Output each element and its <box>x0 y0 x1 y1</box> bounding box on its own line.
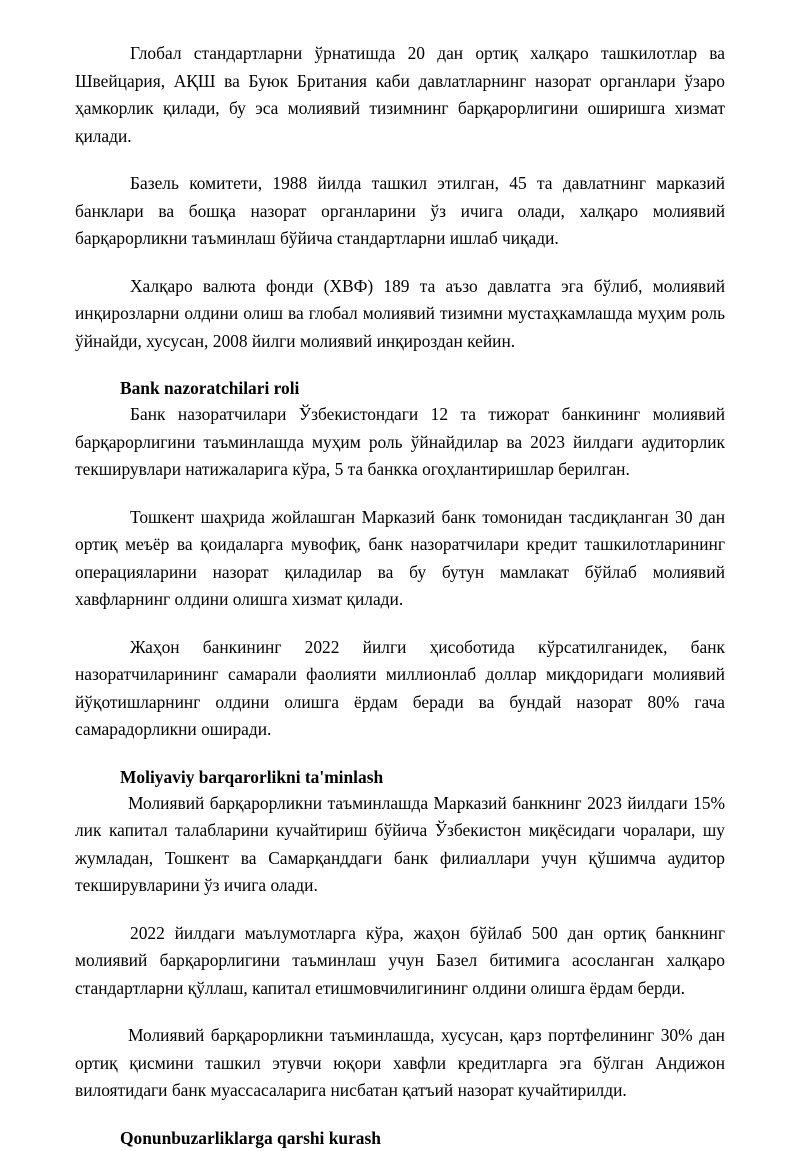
document-page <box>75 40 725 1151</box>
paragraph-central-bank-norms: Тошкент шаҳрида жойлашган Марказий банк томонидан тасдиқланган 30 дан ортиқ меъёр ва қоидаларга мувофиқ, банк назоратчилари кредит ташкилотларининг операцияларини назорат қиладилар ва бу бутун мамлакат бўйлаб молиявий хавфларнинг олдини олишга хизмат қилади. <box>75 506 725 609</box>
paragraph-imf: Халқаро валюта фонди (ХВФ) 189 та аъзо давлатга эга бўлиб, молиявий инқирозларни олдини олиш ва глобал молиявий тизимни мустаҳкамлашда муҳим роль ўйнайди, хусусан, 2008 йилги молиявий инқироздан кейин. <box>75 275 725 351</box>
paragraph-global-standards: Глобал стандартларни ўрнатишда 20 дан ортиқ халқаро ташкилотлар ва Швейцария, АҚШ ва Буюк Британия каби давлатларнинг назорат органлари ўзаро ҳамкорлик қилади, бу эса молиявий тизимнинг барқарорлигини оширишга хизмат қилади. <box>75 43 725 146</box>
paragraph-basel-committee: Базель комитети, 1988 йилда ташкил этилган, 45 та давлатнинг марказий банклари ва бошқа назорат органларини ўз ичига олади, халқаро молиявий барқарорликни таъминлаш бўйича стандартларни ишлаб чиқади. <box>75 173 725 248</box>
paragraph-basel-standards-2022: 2022 йилдаги маълумотларга кўра, жаҳон бўйлаб 500 дан ортиқ банкнинг молиявий барқарорлигини таъминлаш учун Базел битимига асосланган халқаро стандартларни қўллаш, капитал етишмовчилигининг олдини олишга ёрдам берди. <box>75 922 725 998</box>
paragraph-andijan-risk-loans: Молиявий барқарорликни таъминлашда, хусусан, қарз портфелининг 30% дан ортиқ қисмини ташкил этувчи юқори хавфли кредитларга эга бўлган Андижон вилоятидаги банк муассасаларига нисбатан қатъий назорат кучайтирилди. <box>75 1025 725 1100</box>
heading-bank-supervisors-role: Bank nazoratchilari roli <box>120 378 300 398</box>
paragraph-bank-supervisors-uzbekistan: Банк назоратчилари Ўзбекистондаги 12 та тижорат банкининг молиявий барқарорлигини таъминлашда муҳим роль ўйнайдилар ва 2023 йилдаги аудиторлик текширувлари натижаларига кўра, 5 та банкка огоҳлантиришлар берилган. <box>75 404 725 479</box>
heading-combating-violations: Qonunbuzarliklarga qarshi kurash <box>120 1127 381 1148</box>
heading-financial-stability: Moliyaviy barqarorlikni ta'minlash <box>120 766 384 787</box>
paragraph-world-bank-report: Жаҳон банкининг 2022 йилги ҳисоботида кўрсатилганидек, банк назоратчиларининг самарали фаолияти миллионлаб доллар миқдоридаги молиявий йўқотишларнинг олдини олишга ёрдам беради ва бундай назорат 80% гача самарадорликни оширади. <box>75 636 725 739</box>
paragraph-capital-requirements: Молиявий барқарорликни таъминлашда Марказий банкнинг 2023 йилдаги 15% лик капитал талабларини кучайтириш бўйича Ўзбекистон миқёсидаги чоралари, шу жумладан, Тошкент ва Самарқанддаги банк филиаллари учун қўшимча аудитор текширувларини ўз ичига олади. <box>75 792 725 895</box>
